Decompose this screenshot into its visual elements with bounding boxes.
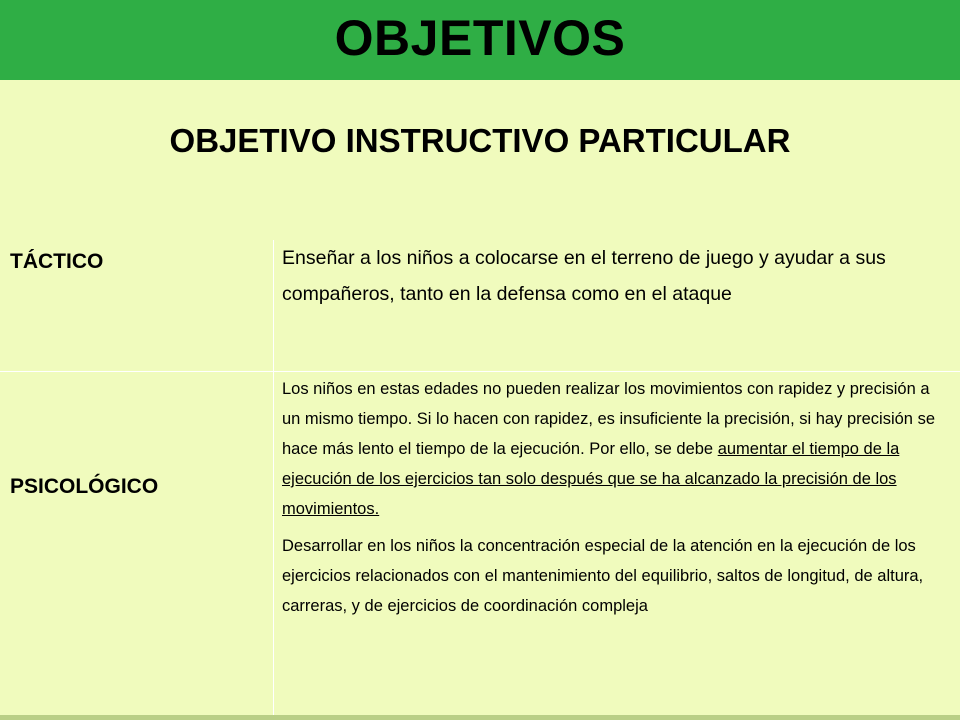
- page-title: OBJETIVOS: [334, 10, 626, 66]
- row-label-tactico: TÁCTICO: [10, 250, 104, 273]
- paragraph-2: Desarrollar en los niños la concentración especial de la atención en la ejecución de los ejercicios relacionados con el mantenimiento del equilibrio, saltos de longitud, de altura, carreras, y de ejercicios de coordinación compleja: [282, 537, 924, 615]
- row-text-psicologico: [282, 374, 946, 621]
- row-divider: [0, 371, 960, 372]
- title-bar: [0, 0, 960, 80]
- table-row-psicologico: [0, 372, 960, 716]
- row-text-tactico: Enseñar a los niños a colocarse en el terreno de juego y ayudar a sus compañeros, tanto en la defensa como en el ataque: [282, 247, 886, 305]
- section-title: OBJETIVO INSTRUCTIVO PARTICULAR: [169, 122, 791, 159]
- paragraph-1-underlined: aumentar el tiempo de la ejecución de los ejercicios tan solo después que se ha alcanzado la precisión de los movimientos.: [282, 440, 900, 518]
- paragraph-1-plain: Los niños en estas edades no pueden realizar los movimientos con rapidez y precisión a un mismo tiempo. Si lo hacen con rapidez, es insuficiente la precisión, si hay precisión se hace más lento el tiempo de la ejecución. Por ello, se debe: [282, 380, 935, 458]
- row-label-psicologico: PSICOLÓGICO: [10, 475, 159, 498]
- paragraph-1: [282, 374, 946, 524]
- objectives-table: [0, 240, 960, 716]
- table-row-tactico: [0, 240, 960, 372]
- column-divider: [273, 240, 274, 716]
- bottom-band: [0, 715, 960, 720]
